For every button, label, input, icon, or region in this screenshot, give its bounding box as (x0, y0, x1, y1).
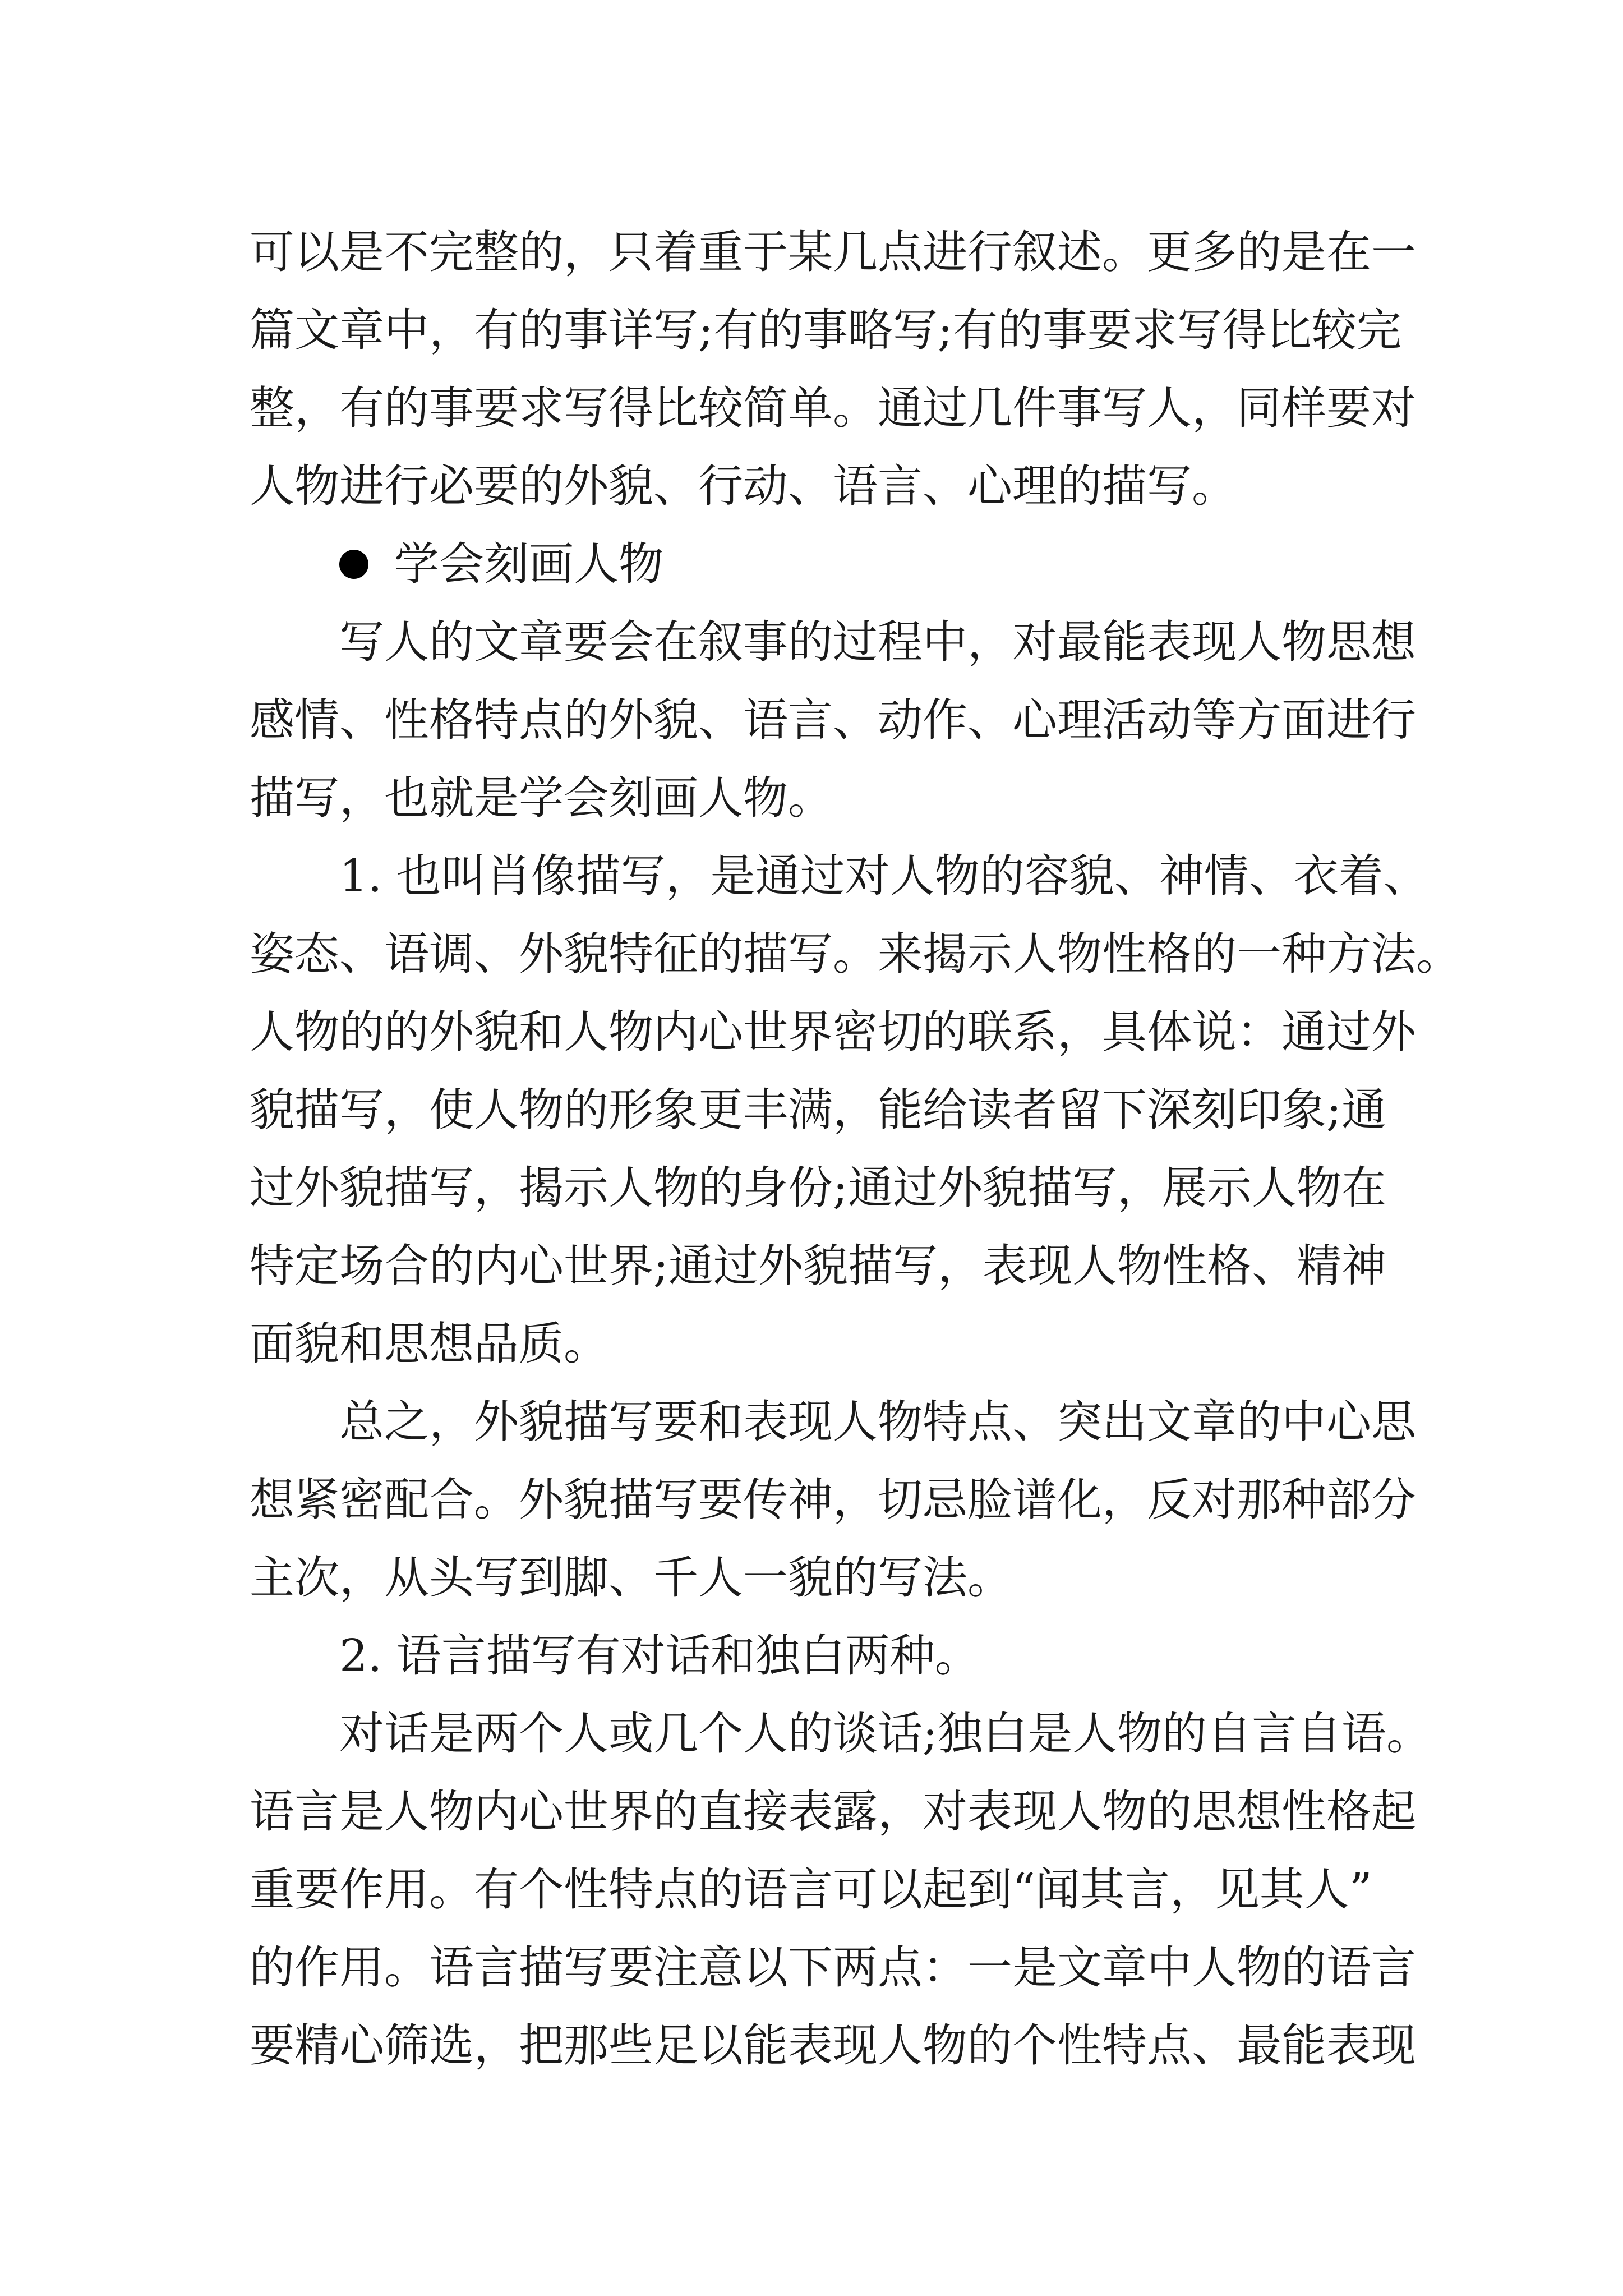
paragraph-line: 想紧密配合。外貌描写要传神，切忌脸谱化，反对那种部分 (250, 1474, 1416, 1526)
paragraph-line: 人物的的外貌和人物内心世界密切的联系，具体说：通过外 (250, 1006, 1416, 1058)
document-body (250, 213, 1461, 2085)
paragraph-line: 貌描写，使人物的形象更丰满，能给读者留下深刻印象;通 (250, 1084, 1386, 1136)
paragraph-line: 重要作用。有个性特点的语言可以起到“闻其言，见其人” (250, 1864, 1372, 1916)
paragraph-line: 过外貌描写，揭示人物的身份;通过外貌描写，展示人物在 (250, 1162, 1386, 1214)
paragraph-line: 人物进行必要的外貌、行动、语言、心理的描写。 (250, 460, 1237, 512)
paragraph-line: 描写，也就是学会刻画人物。 (250, 772, 833, 824)
paragraph-line: 面貌和思想品质。 (250, 1318, 608, 1370)
paragraph-line: 对话是两个人或几个人的谈话;独白是人物的自言自语。 (339, 1708, 1431, 1760)
paragraph-line: 篇文章中，有的事详写;有的事略写;有的事要求写得比较完 (250, 304, 1401, 356)
paragraph-line: 主次，从头写到脚、千人一貌的写法。 (250, 1552, 1012, 1604)
paragraph-line: 可以是不完整的，只着重于某几点进行叙述。更多的是在一 (250, 226, 1416, 278)
paragraph-line: 1. 也叫肖像描写，是通过对人物的容貌、神情、衣着、 (339, 850, 1428, 902)
paragraph-line: 感情、性格特点的外貌、语言、动作、心理活动等方面进行 (250, 694, 1416, 746)
section-heading-text: 学会刻画人物 (394, 538, 663, 590)
section-heading (250, 525, 1382, 603)
paragraph-line: 整，有的事要求写得比较简单。通过几件事写人，同样要对 (250, 382, 1416, 434)
paragraph-line: 总之，外貌描写要和表现人物特点、突出文章的中心思 (339, 1396, 1416, 1448)
paragraph-line: 写人的文章要会在叙事的过程中，对最能表现人物思想 (339, 616, 1416, 668)
paragraph-line: 2. 语言描写有对话和独白两种。 (339, 1630, 980, 1682)
paragraph-line: 姿态、语调、外貌特征的描写。来揭示人物性格的一种方法。 (250, 928, 1461, 980)
paragraph-line: 要精心筛选，把那些足以能表现人物的个性特点、最能表现 (250, 2019, 1416, 2072)
paragraph-line: 语言是人物内心世界的直接表露，对表现人物的思想性格起 (250, 1786, 1416, 1838)
black-circle-bullet-icon (339, 550, 368, 579)
paragraph-line: 特定场合的内心世界;通过外貌描写，表现人物性格、精神 (250, 1240, 1386, 1292)
paragraph-line: 的作用。语言描写要注意以下两点：一是文章中人物的语言 (250, 1941, 1416, 1994)
